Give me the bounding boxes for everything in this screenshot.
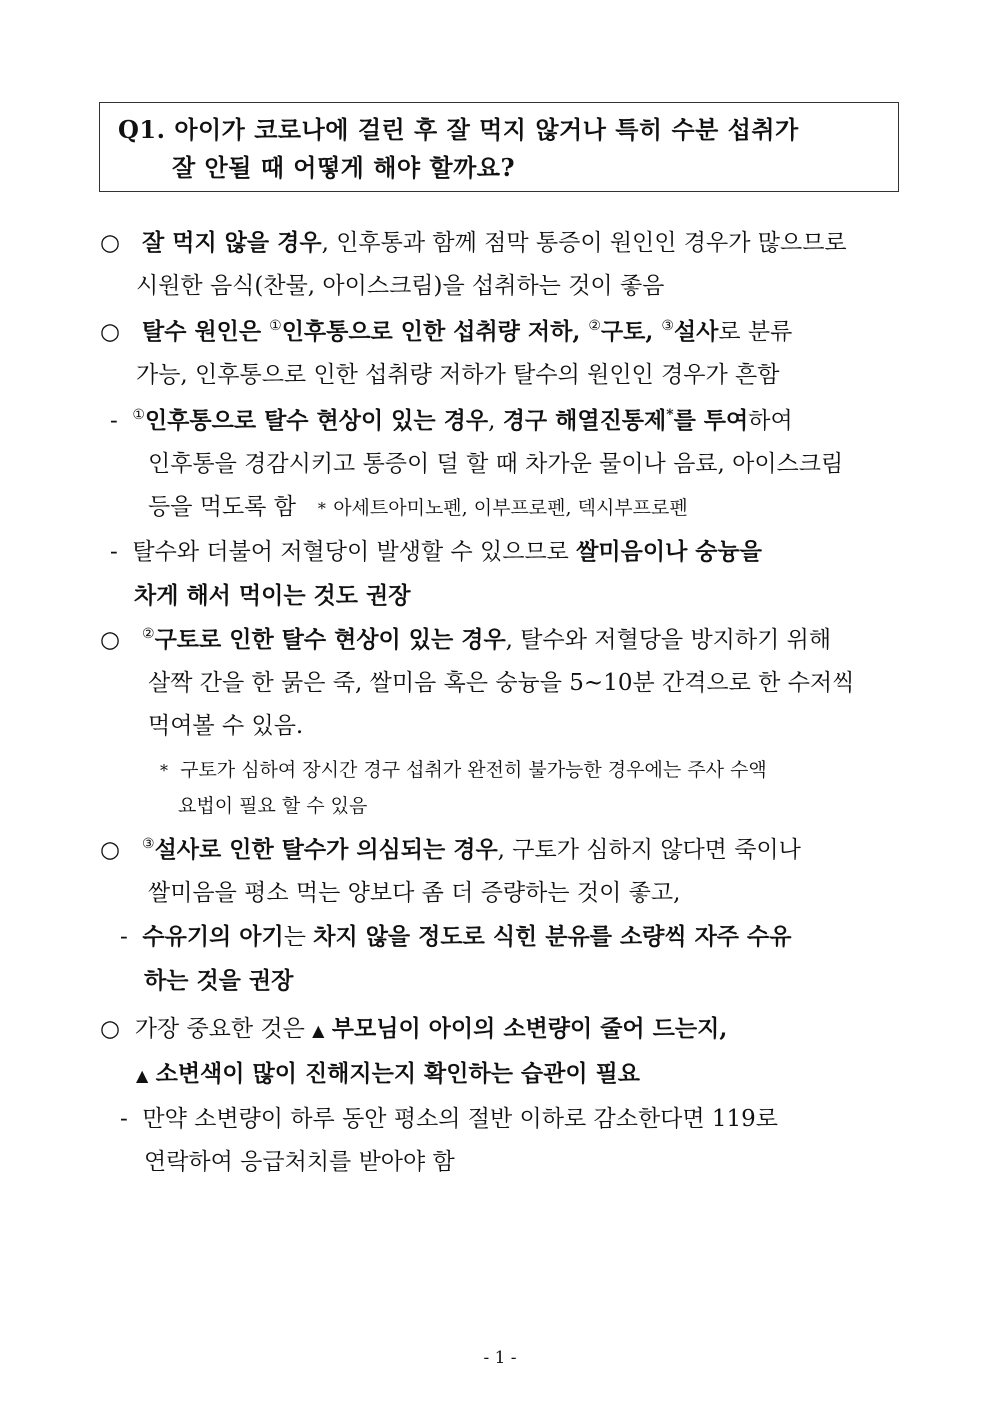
p8-bold-2: 소변색이 많이 진해지는지 확인하는 습관이 필요 xyxy=(155,1060,641,1087)
dash-bullet: - xyxy=(120,1106,128,1132)
p1-line2: 시원한 음식(찬물, 아이스크림)을 섭취하는 것이 좋음 xyxy=(136,273,665,299)
p3-bold-1: 인후통으로 탈수 현상이 있는 경우 xyxy=(144,407,489,434)
p7-line2: 하는 것을 권장 xyxy=(144,967,294,994)
p7-mid: 는 xyxy=(283,924,314,950)
triangle-bullet: ▲ xyxy=(136,1066,149,1085)
p5-rest: , 탈수와 저혈당을 방지하기 위해 xyxy=(505,627,832,653)
question-box xyxy=(99,102,899,192)
p6-rest: , 구토가 심하지 않다면 죽이나 xyxy=(497,837,801,863)
p5-bold: 구토로 인한 탈수 현상이 있는 경우 xyxy=(154,626,506,653)
circled-2-marker: ② xyxy=(142,626,155,642)
circle-bullet: ○ xyxy=(100,627,121,653)
circled-1-marker: ① xyxy=(132,407,145,423)
circle-bullet: ○ xyxy=(100,230,121,256)
dash-bullet: - xyxy=(110,408,118,434)
p9-line1: 만약 소변량이 하루 동안 평소의 절반 이하로 감소한다면 119로 xyxy=(142,1106,779,1132)
p2-rest: 로 분류 xyxy=(718,319,793,345)
p3-line3: 등을 먹도록 함 xyxy=(148,494,296,520)
p3-line2: 인후통을 경감시키고 통증이 덜 할 때 차가운 물이나 음료, 아이스크림 xyxy=(148,451,844,477)
paragraph-4 xyxy=(110,530,762,617)
p3-bold-3: 를 투여 xyxy=(673,407,749,434)
p2-bold-1: 탈수 원인은 xyxy=(142,318,270,345)
circle-bullet: ○ xyxy=(100,1016,121,1042)
question-line-2: 잘 안될 때 어떻게 해야 할까요? xyxy=(172,153,516,182)
p4-text: 탈수와 더불어 저혈당이 발생할 수 있으므로 xyxy=(132,539,577,565)
circled-1-marker: ① xyxy=(269,318,282,334)
circled-2-marker: ② xyxy=(588,318,601,334)
paragraph-8 xyxy=(100,1007,727,1097)
p5-line3: 먹여볼 수 있음. xyxy=(148,713,304,739)
p2-bold-3: 구토, xyxy=(600,318,662,345)
p4-line2: 차게 해서 먹이는 것도 권장 xyxy=(134,582,411,609)
p3-footnote: 아세트아미노펜, 이부프로펜, 덱시부프로펜 xyxy=(333,497,688,519)
footnote-star: * xyxy=(666,407,674,423)
question-line-1: Q1. 아이가 코로나에 걸린 후 잘 먹지 않거나 특히 수분 섭취가 xyxy=(118,115,799,144)
circled-3-marker: ③ xyxy=(661,318,674,334)
p6-bold: 설사로 인한 탈수가 의심되는 경우 xyxy=(154,836,498,863)
p8-bold-1: 부모님이 아이의 소변량이 줄어 드는지, xyxy=(331,1015,728,1042)
p7-bold-2: 차지 않을 정도로 식힌 분유를 소량씩 자주 수유 xyxy=(313,923,792,950)
paragraph-1 xyxy=(100,221,847,308)
dash-bullet: - xyxy=(120,924,128,950)
p5-note1: 구토가 심하여 장시간 경구 섭취가 완전히 불가능한 경우에는 주사 수액 xyxy=(180,759,767,781)
page-number: - 1 - xyxy=(483,1348,517,1368)
paragraph-3 xyxy=(110,399,843,530)
p5-note2: 요법이 필요 할 수 있음 xyxy=(178,795,368,817)
circle-bullet: ○ xyxy=(100,837,121,863)
circle-bullet: ○ xyxy=(100,319,121,345)
paragraph-9 xyxy=(120,1098,778,1184)
p3-rest: 하여 xyxy=(748,408,793,434)
circled-3-marker: ③ xyxy=(142,836,155,852)
footnote-star: * xyxy=(317,499,326,518)
paragraph-7 xyxy=(120,915,791,1002)
p7-bold-1: 수유기의 아기 xyxy=(142,923,284,950)
p8-lead: 가장 중요한 것은 xyxy=(134,1016,313,1042)
paragraph-6 xyxy=(100,828,801,915)
triangle-bullet: ▲ xyxy=(312,1021,325,1040)
p2-bold-4: 설사 xyxy=(673,318,719,345)
paragraph-5 xyxy=(100,618,854,823)
p9-line2: 연락하여 응급처치를 받아야 함 xyxy=(144,1149,455,1175)
note-star: * xyxy=(160,761,168,780)
p3-bold-2: 경구 해열진통제 xyxy=(502,407,667,434)
p3-mid: , xyxy=(488,408,503,434)
p6-line2: 쌀미음을 평소 먹는 양보다 좀 더 증량하는 것이 좋고, xyxy=(148,880,681,906)
p2-bold-2: 인후통으로 인한 섭취량 저하, xyxy=(281,318,589,345)
p4-bold: 쌀미음이나 숭늉을 xyxy=(576,538,762,565)
paragraph-2 xyxy=(100,310,792,397)
p5-line2: 살짝 간을 한 묽은 죽, 쌀미음 혹은 숭늉을 5~10분 간격으로 한 수저씩 xyxy=(148,670,855,696)
dash-bullet: - xyxy=(110,539,118,565)
p1-rest: , 인후통과 함께 점막 통증이 원인인 경우가 많으므로 xyxy=(321,230,847,256)
p1-bold: 잘 먹지 않을 경우 xyxy=(142,229,322,256)
p2-line2: 가능, 인후통으로 인한 섭취량 저하가 탈수의 원인인 경우가 흔함 xyxy=(136,362,780,388)
